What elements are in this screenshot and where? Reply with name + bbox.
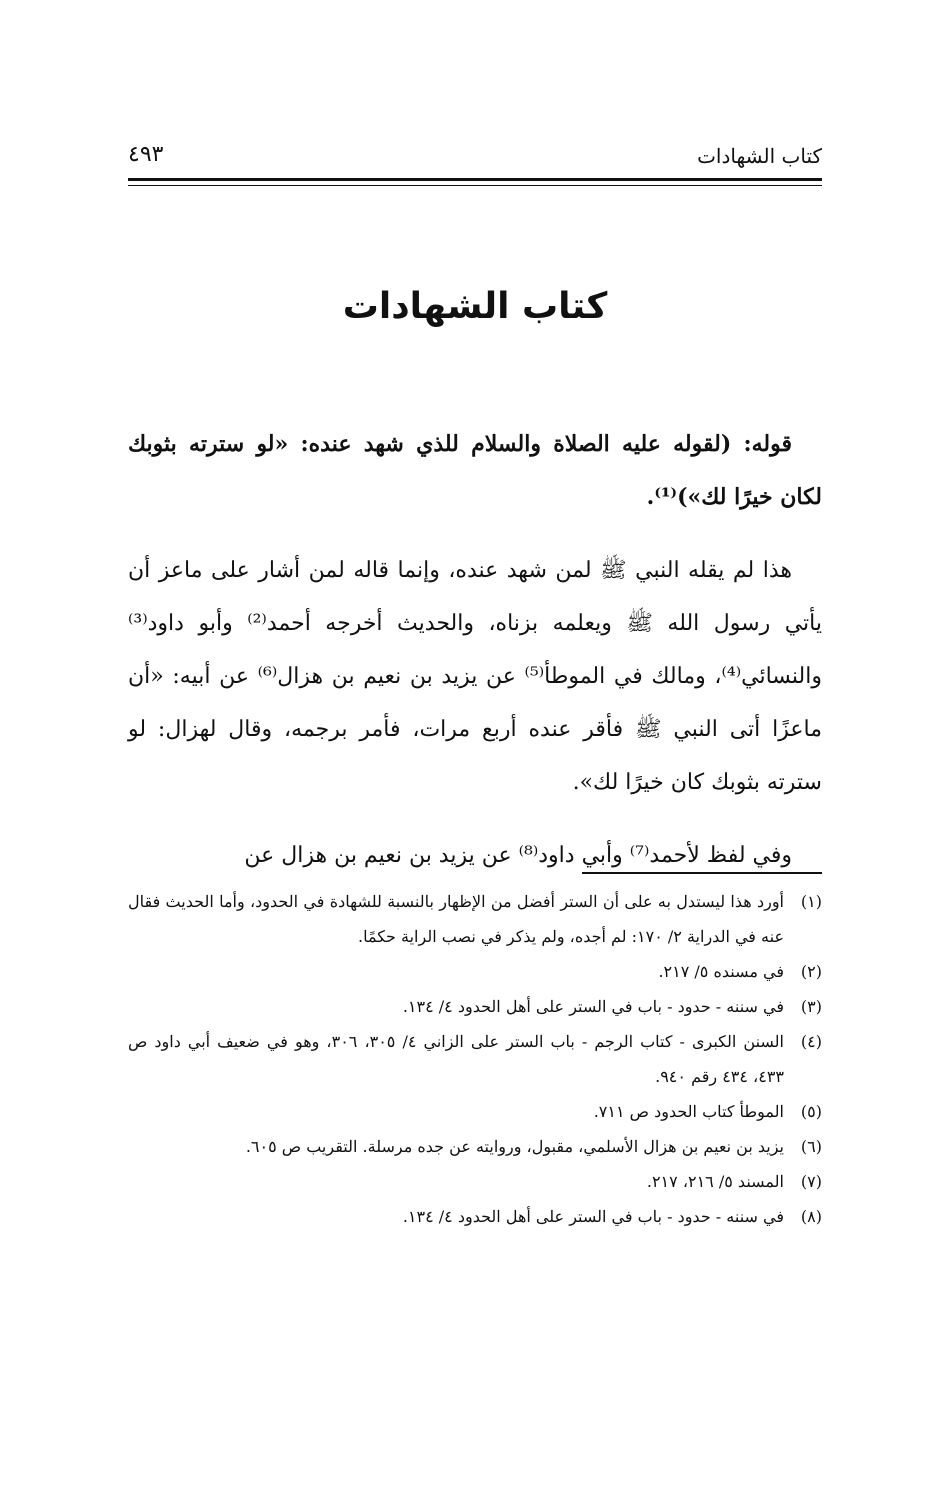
footnotes: [128, 884, 822, 1234]
footnote-number: (٢): [800, 962, 822, 981]
page-number: ٤٩٣: [128, 142, 164, 167]
footnote-text: الموطأ كتاب الحدود ص ٧١١.: [593, 1102, 784, 1121]
footnote: [128, 1129, 822, 1164]
footnote-text: في سننه - حدود - باب في الستر على أهل الحدود ٤/ ١٣٤.: [402, 1207, 784, 1226]
paragraph-continuation: وفي لفظ لأحمد⁽⁷⁾ وأبي داود⁽⁸⁾ عن يزيد بن نعيم بن هزال عن: [244, 843, 792, 868]
footnote-text: يزيد بن نعيم بن هزال الأسلمي، مقبول، وروايته عن جده مرسلة. التقريب ص ٦٠٥.: [245, 1137, 784, 1156]
footnote: [128, 884, 822, 954]
footnote-number: (٥): [800, 1102, 822, 1121]
main-text: [128, 418, 822, 902]
footnote-number: (٣): [800, 997, 822, 1016]
footnote-text: في مسنده ٥/ ٢١٧.: [658, 962, 784, 981]
header-rule-thin: [128, 185, 822, 186]
footnote-separator: [582, 872, 822, 874]
footnote-number: (٨): [800, 1207, 822, 1226]
header-rule-thick: [128, 178, 822, 181]
running-header: [128, 140, 822, 174]
footnote: [128, 989, 822, 1024]
footnote-number: (٦): [800, 1137, 822, 1156]
footnote-number: (٧): [800, 1172, 822, 1191]
footnote: [128, 1024, 822, 1094]
footnote-text: أورد هذا ليستدل به على أن الستر أفضل من الإظهار بالنسبة للشهادة في الحدود، وأما الحديث فقال عنه في الدراية ٢/ ١٧٠: لم أجده، ولم يذكر في نصب الراية حكمًا.: [128, 892, 784, 946]
paragraph-commentary: هذا لم يقله النبي ﷺ لمن شهد عنده، وإنما قاله لمن أشار على ماعز أن يأتي رسول الله ﷺ ويعلمه بزناه، والحديث أخرجه أحمد⁽²⁾ وأبو داود⁽³⁾ والنسائي⁽⁴⁾، ومالك في الموطأ⁽⁵⁾ عن يزيد بن نعيم بن هزال⁽⁶⁾ عن أبيه: «أن ماعزًا أتى النبي ﷺ فأقر عنده أربع مرات، فأمر برجمه، وقال لهزال: لو سترته بثوبك كان خيرًا لك».: [128, 558, 822, 795]
footnote-text: في سننه - حدود - باب في الستر على أهل الحدود ٤/ ١٣٤.: [402, 997, 784, 1016]
footnote: [128, 954, 822, 989]
footnote-number: (١): [800, 892, 822, 911]
footnote-text: المسند ٥/ ٢١٦، ٢١٧.: [646, 1172, 784, 1191]
footnote: [128, 1164, 822, 1199]
chapter-title: كتاب الشهادات: [342, 286, 608, 327]
footnote: [128, 1199, 822, 1234]
paragraph-quote: قوله: (لقوله عليه الصلاة والسلام للذي شهد عنده: «لو سترته بثوبك لكان خيرًا لك»)⁽¹⁾.: [128, 431, 822, 510]
footnote-text: السنن الكبرى - كتاب الرجم - باب الستر على الزاني ٤/ ٣٠٥، ٣٠٦، وهو في ضعيف أبي داود ص ٤٣٣، ٤٣٤ رقم ٩٤٠.: [128, 1032, 784, 1086]
footnote-number: (٤): [800, 1032, 822, 1051]
running-header-title: كتاب الشهادات: [697, 144, 822, 168]
footnote: [128, 1094, 822, 1129]
